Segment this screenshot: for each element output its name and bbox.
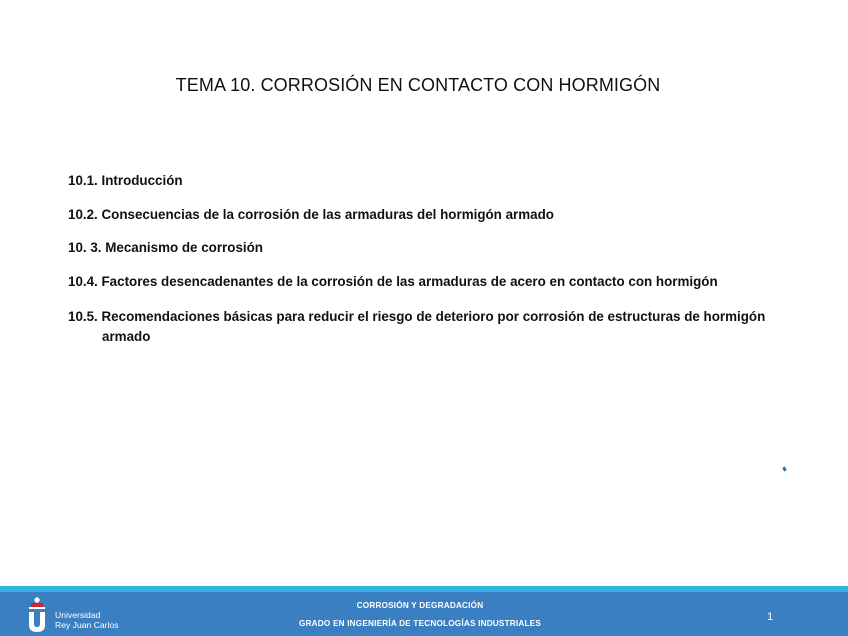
table-of-contents bbox=[68, 171, 798, 347]
slide-title: TEMA 10. CORROSIÓN EN CONTACTO CON HORMIGÓN bbox=[175, 75, 661, 95]
toc-item-10-4: 10.4. Factores desencadenantes de la corrosión de las armaduras de acero en contacto con hormigón bbox=[68, 274, 718, 289]
logo-line-1: Universidad bbox=[55, 610, 101, 620]
urjc-logo-icon bbox=[26, 597, 48, 633]
toc-item-10-5: 10.5. Recomendaciones básicas para reducir el riesgo de deterioro por corrosión de estructuras de hormigón armado bbox=[68, 309, 766, 344]
logo-line-2: Rey Juan Carlos bbox=[55, 620, 119, 630]
toc-item-10-1: 10.1. Introducción bbox=[68, 173, 183, 188]
university-logo bbox=[26, 597, 146, 633]
toc-item-10-2: 10.2. Consecuencias de la corrosión de las armaduras del hormigón armado bbox=[68, 207, 554, 222]
stray-mark bbox=[782, 467, 787, 472]
toc-item-10-3: 10. 3. Mecanismo de corrosión bbox=[68, 240, 263, 255]
slide-footer bbox=[0, 586, 848, 636]
course-name: CORROSIÓN Y DEGRADACIÓN bbox=[356, 601, 484, 610]
degree-name: GRADO EN INGENIERÍA DE TECNOLOGÍAS INDUSTRIALES bbox=[299, 619, 541, 628]
footer-stripe bbox=[0, 586, 848, 592]
page-number: 1 bbox=[766, 611, 774, 623]
logo-text bbox=[55, 610, 150, 630]
